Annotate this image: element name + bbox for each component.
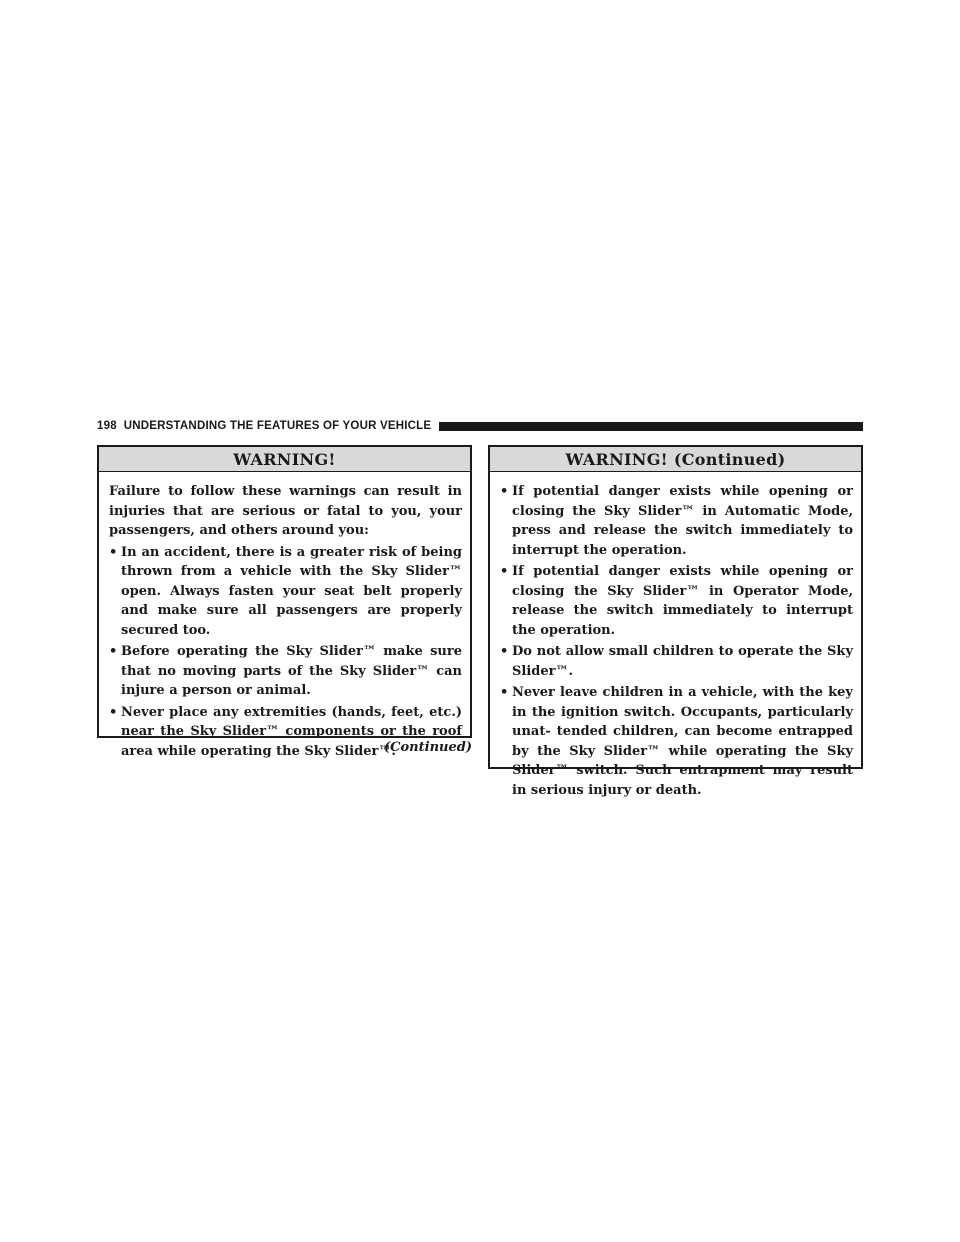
list-item-text: Do not allow small children to operate the Sky Slider™. xyxy=(512,644,853,679)
warning-body-continued xyxy=(490,472,861,800)
warning-title: WARNING! xyxy=(99,447,470,472)
bullet-icon: • xyxy=(109,704,118,720)
bullet-icon: • xyxy=(109,544,118,560)
warning-list-continued xyxy=(500,482,853,800)
list-item xyxy=(500,642,853,681)
continued-label: (Continued) xyxy=(384,740,472,755)
list-item xyxy=(500,683,853,800)
list-item-text: Never place any extremities (hands, feet, etc.) near the Sky Slider™ components or the roof area while operating the Sky Slider™. xyxy=(121,704,462,759)
page-number: 198 xyxy=(97,420,117,432)
page-header xyxy=(97,418,863,434)
header-rule xyxy=(439,422,863,431)
list-item xyxy=(500,562,853,640)
list-item-text: If potential danger exists while opening or closing the Sky Slider™ in Operator Mode, release the switch immediately to interrupt the operation. xyxy=(512,564,853,638)
warning-title-continued: WARNING! (Continued) xyxy=(490,447,861,472)
list-item xyxy=(109,543,462,641)
bullet-icon: • xyxy=(500,564,509,579)
warning-body xyxy=(99,472,470,761)
bullet-icon: • xyxy=(500,484,509,499)
list-item-text: Before operating the Sky Slider™ make sure that no moving parts of the Sky Slider™ can injure a person or animal. xyxy=(121,644,462,698)
warning-intro: Failure to follow these warnings can result in injuries that are serious or fatal to you, your passengers, and others around you: xyxy=(109,484,462,538)
list-item xyxy=(109,642,462,701)
bullet-icon: • xyxy=(500,644,509,659)
list-item-text: Never leave children in a vehicle, with the key in the ignition switch. Occupants, particularly unat- tended children, can become entrapped by the Sky Slider™ while operating the Sky Slider™ switch. Such entrapment may result in serious injury or death. xyxy=(512,685,853,798)
warning-list xyxy=(109,543,462,762)
list-item-text: In an accident, there is a greater risk of being thrown from a vehicle with the Sky Slider™ open. Always fasten your seat belt properly and make sure all passengers are properly secured too. xyxy=(121,544,462,638)
bullet-icon: • xyxy=(500,685,509,700)
section-title: UNDERSTANDING THE FEATURES OF YOUR VEHICLE xyxy=(123,420,432,432)
warning-box-right xyxy=(488,445,863,798)
bullet-icon: • xyxy=(109,644,118,659)
list-item xyxy=(500,482,853,560)
list-item-text: If potential danger exists while opening or closing the Sky Slider™ in Automatic Mode, press and release the switch immediately to interrupt the operation. xyxy=(512,484,853,558)
